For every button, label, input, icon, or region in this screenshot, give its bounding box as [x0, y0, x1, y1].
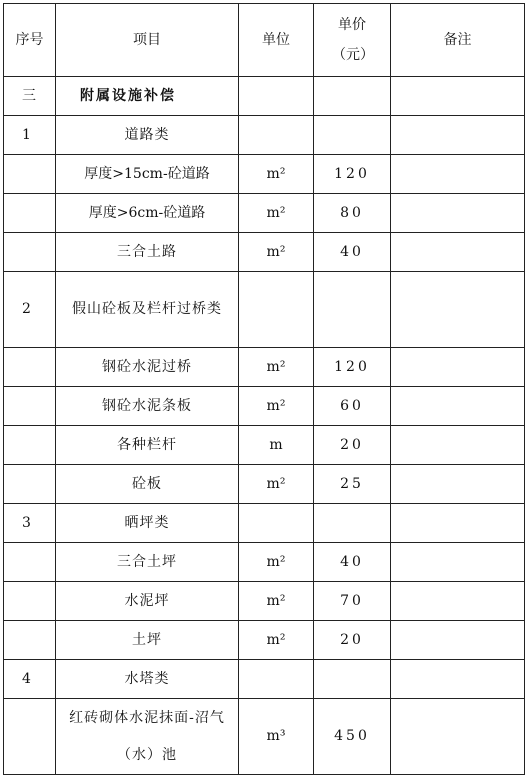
- table-row: [4, 194, 525, 233]
- row-unit: m³: [239, 699, 314, 775]
- table-row: [4, 543, 525, 582]
- row-note: [391, 272, 525, 348]
- row-note: [391, 77, 525, 116]
- row-unit: m²: [239, 233, 314, 272]
- table-row: [4, 582, 525, 621]
- table-row: [4, 387, 525, 426]
- row-seq: [4, 194, 56, 233]
- row-unit: m²: [239, 465, 314, 504]
- row-note: [391, 426, 525, 465]
- table-row: [4, 233, 525, 272]
- row-item: 厚度>6cm-砼道路: [56, 194, 239, 233]
- row-price: [314, 272, 391, 348]
- header-note: 备注: [391, 4, 525, 77]
- row-item: 三合土坪: [56, 543, 239, 582]
- row-unit: [239, 116, 314, 155]
- row-unit: m²: [239, 543, 314, 582]
- row-note: [391, 387, 525, 426]
- row-seq: [4, 233, 56, 272]
- header-row: [4, 4, 525, 77]
- row-item: 晒坪类: [56, 504, 239, 543]
- row-item: 钢砼水泥条板: [56, 387, 239, 426]
- row-seq: [4, 348, 56, 387]
- table-row: [4, 272, 525, 348]
- compensation-table: [3, 3, 525, 775]
- row-unit: [239, 660, 314, 699]
- row-unit: m: [239, 426, 314, 465]
- table-row: [4, 426, 525, 465]
- row-price: 20: [314, 426, 391, 465]
- row-item: 厚度>15cm-砼道路: [56, 155, 239, 194]
- row-price: [314, 504, 391, 543]
- row-price: 450: [314, 699, 391, 775]
- row-item: 三合土路: [56, 233, 239, 272]
- compensation-table-container: [3, 3, 525, 775]
- row-price: 40: [314, 543, 391, 582]
- row-item: 附属设施补偿: [56, 77, 239, 116]
- table-row: [4, 155, 525, 194]
- row-item: 水泥坪: [56, 582, 239, 621]
- row-unit: m²: [239, 348, 314, 387]
- row-item: 土坪: [56, 621, 239, 660]
- row-unit: m²: [239, 621, 314, 660]
- row-note: [391, 543, 525, 582]
- table-row: [4, 77, 525, 116]
- row-price: 70: [314, 582, 391, 621]
- row-unit: [239, 504, 314, 543]
- row-note: [391, 699, 525, 775]
- row-price: [314, 660, 391, 699]
- row-note: [391, 155, 525, 194]
- row-note: [391, 116, 525, 155]
- row-price: 20: [314, 621, 391, 660]
- row-seq: [4, 426, 56, 465]
- row-seq: [4, 621, 56, 660]
- row-note: [391, 621, 525, 660]
- row-unit: m²: [239, 155, 314, 194]
- header-seq: 序号: [4, 4, 56, 77]
- row-item: 假山砼板及栏杆过桥类: [56, 272, 239, 348]
- row-seq: [4, 543, 56, 582]
- row-item: 钢砼水泥过桥: [56, 348, 239, 387]
- row-note: [391, 504, 525, 543]
- row-unit: [239, 272, 314, 348]
- row-seq: [4, 582, 56, 621]
- row-seq: 三: [4, 77, 56, 116]
- table-row: [4, 621, 525, 660]
- row-note: [391, 582, 525, 621]
- row-seq: 3: [4, 504, 56, 543]
- row-note: [391, 233, 525, 272]
- row-seq: 2: [4, 272, 56, 348]
- row-item: 红砖砌体水泥抹面-沼气（水）池: [56, 699, 239, 775]
- row-price: [314, 116, 391, 155]
- row-price: 60: [314, 387, 391, 426]
- row-seq: [4, 387, 56, 426]
- row-note: [391, 348, 525, 387]
- table-row: [4, 660, 525, 699]
- row-item: 砼板: [56, 465, 239, 504]
- row-seq: 1: [4, 116, 56, 155]
- row-unit: m²: [239, 387, 314, 426]
- table-row: [4, 465, 525, 504]
- row-seq: [4, 699, 56, 775]
- row-item: 水塔类: [56, 660, 239, 699]
- row-price: 120: [314, 155, 391, 194]
- row-price: 40: [314, 233, 391, 272]
- header-item: 项目: [56, 4, 239, 77]
- header-unit: 单位: [239, 4, 314, 77]
- row-unit: m²: [239, 582, 314, 621]
- row-price: 25: [314, 465, 391, 504]
- row-unit: m²: [239, 194, 314, 233]
- table-row: [4, 348, 525, 387]
- row-item: 各种栏杆: [56, 426, 239, 465]
- row-price: 120: [314, 348, 391, 387]
- row-seq: [4, 465, 56, 504]
- row-price: 80: [314, 194, 391, 233]
- header-price: 单价（元）: [314, 4, 391, 77]
- row-unit: [239, 77, 314, 116]
- row-item: 道路类: [56, 116, 239, 155]
- row-note: [391, 465, 525, 504]
- row-note: [391, 660, 525, 699]
- row-seq: 4: [4, 660, 56, 699]
- table-row: [4, 699, 525, 775]
- table-row: [4, 504, 525, 543]
- row-price: [314, 77, 391, 116]
- row-note: [391, 194, 525, 233]
- row-seq: [4, 155, 56, 194]
- table-row: [4, 116, 525, 155]
